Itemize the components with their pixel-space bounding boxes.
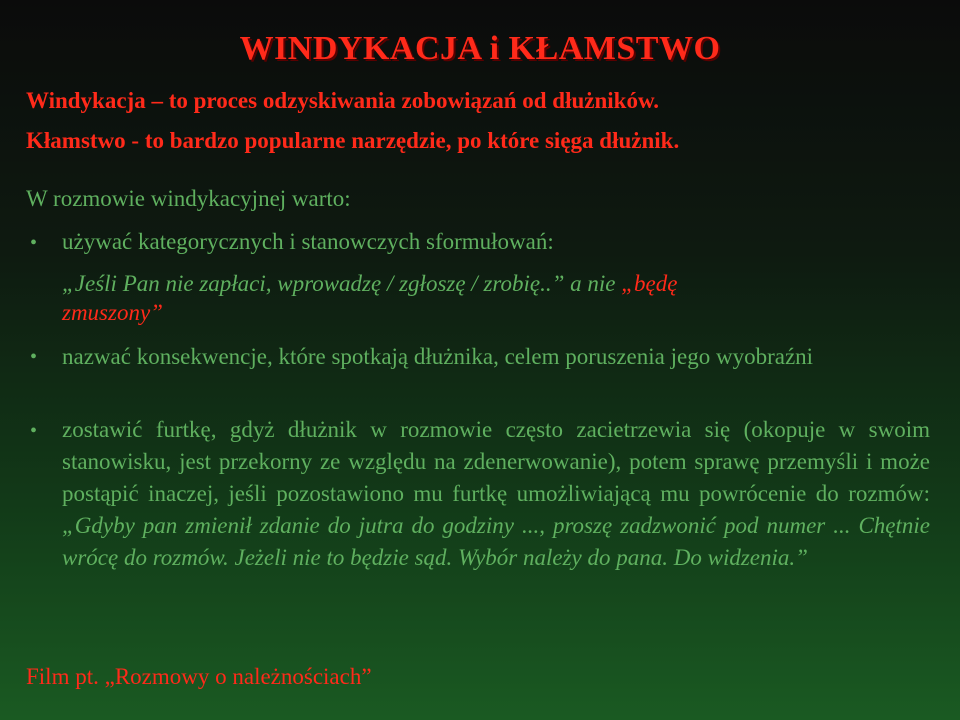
definition-text: to proces odzyskiwania zobowiązań od dłużników. <box>168 88 660 113</box>
bullet-icon: • <box>30 346 38 368</box>
bullet1-connector: a nie <box>564 271 622 296</box>
definition-klamstwo <box>26 128 679 154</box>
bullet1-example <box>62 268 930 300</box>
film-title: „Rozmowy o należnościach” <box>104 664 372 689</box>
definition-windykacja <box>26 88 659 114</box>
term-klamstwo: Kłamstwo <box>26 128 126 153</box>
bullet2-text: nazwać konsekwencje, które spotkają dłużnika, celem poruszenia jego wyobraźni <box>62 344 814 369</box>
definition-dash: – <box>145 88 169 113</box>
term-windykacja: Windykacja <box>26 88 146 113</box>
bullet1-quote-a: „Jeśli Pan nie zapłaci, wprowadzę / zgłoszę / zrobię..” <box>62 271 565 296</box>
definition-dash: - <box>125 128 145 153</box>
film-line <box>26 664 372 690</box>
bullet3-content <box>62 414 930 574</box>
bullet3-quote: „Gdyby pan zmienił zdanie do jutra do godziny ..., proszę zadzwonić pod numer ... Chętnie wrócę do rozmów. Jeżeli nie to będzie sąd. Wybór należy do pana. Do widzenia.” <box>62 513 930 570</box>
bullet1-quote-b-end: zmuszony” <box>62 300 163 325</box>
film-label: Film pt. <box>26 664 105 689</box>
definition-text: to bardzo popularne narzędzie, po które sięga dłużnik. <box>144 128 680 153</box>
bullet1-text: używać kategorycznych i stanowczych sformułowań: <box>62 229 554 254</box>
bullet3-text: zostawić furtkę, gdyż dłużnik w rozmowie często zacietrzewia się (okopuje w swoim stanowisku, jest przekorny ze względu na zdenerwowanie), potem sprawę przemyśli i może postąpić inaczej, jeśli pozostawiono mu furtkę umożliwiającą mu powrócenie do rozmów: <box>62 417 930 506</box>
bullet-icon: • <box>30 420 38 442</box>
bullet1-quote-b: „będę <box>621 271 678 296</box>
slide-title: WINDYKACJA i KŁAMSTWO <box>239 30 721 67</box>
bullet-icon: • <box>30 232 38 254</box>
intro-text: W rozmowie windykacyjnej warto: <box>26 186 351 211</box>
